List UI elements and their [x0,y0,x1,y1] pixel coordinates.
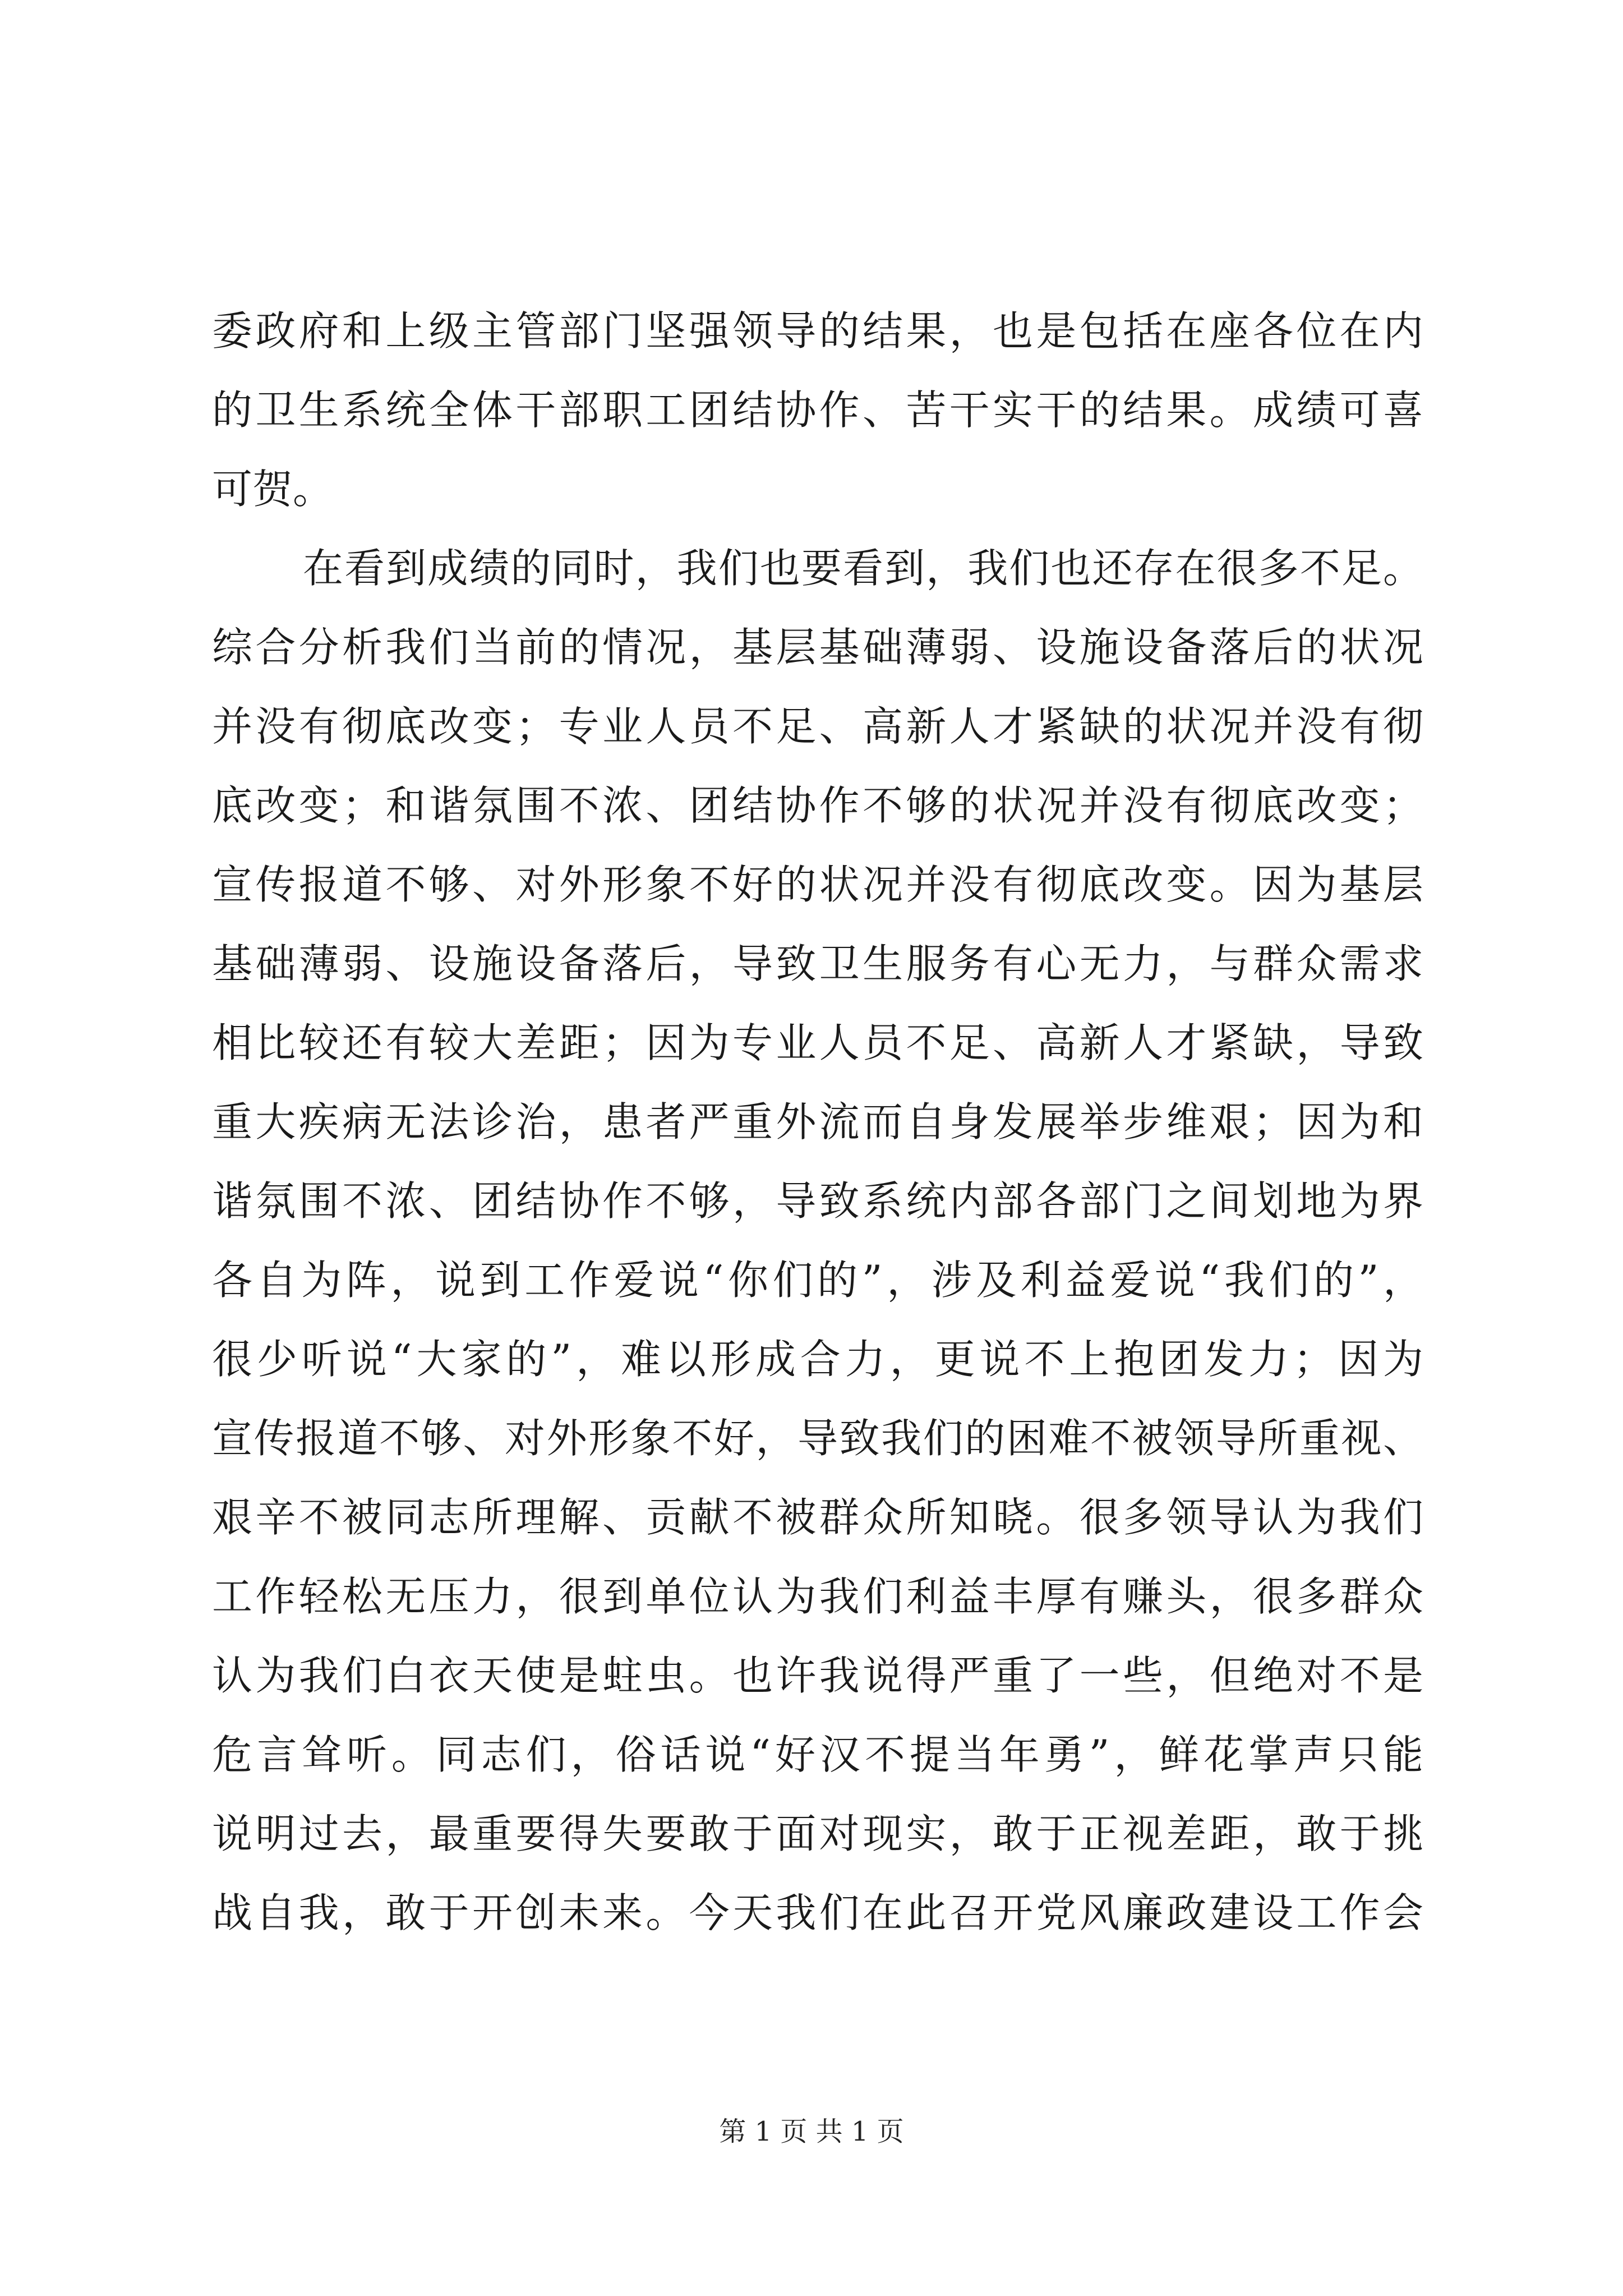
text-line: 在看到成绩的同时，我们也要看到，我们也还存在很多不足。 [303,545,1423,592]
text-line: 工作轻松无压力，很到单位认为我们利益丰厚有赚头，很多群众 [212,1573,1423,1620]
text-line: 宣传报道不够、对外形象不好的状况并没有彻底改变。因为基层 [212,861,1423,908]
text-line: 艰辛不被同志所理解、贡献不被群众所知晓。很多领导认为我们 [212,1494,1423,1541]
text-line: 基础薄弱、设施设备落后，导致卫生服务有心无力，与群众需求 [212,940,1423,987]
text-line: 委政府和上级主管部门坚强领导的结果，也是包括在座各位在内 [212,307,1423,355]
text-line: 综合分析我们当前的情况，基层基础薄弱、设施设备落后的状况 [212,624,1423,671]
page-footer: 第 1 页 共 1 页 [719,2116,904,2147]
text-line: 可贺。 [212,466,334,513]
text-line: 的卫生系统全体干部职工团结协作、苦干实干的结果。成绩可喜 [212,386,1423,434]
text-line: 战自我，敢于开创未来。今天我们在此召开党风廉政建设工作会 [212,1889,1423,1936]
text-line: 并没有彻底改变；专业人员不足、高新人才紧缺的状况并没有彻 [212,703,1423,750]
text-line: 很少听说“大家的”，难以形成合力，更说不上抱团发力；因为 [212,1336,1423,1383]
paragraph-2 [212,529,1423,1953]
text-line: 底改变；和谐氛围不浓、团结协作不够的状况并没有彻底改变； [212,782,1423,829]
text-line: 宣传报道不够、对外形象不好，导致我们的困难不被领导所重视、 [212,1415,1423,1462]
paragraph-1 [212,292,1423,529]
text-line: 各自为阵，说到工作爱说“你们的”，涉及利益爱说“我们的”， [212,1257,1423,1304]
text-line: 相比较还有较大差距；因为专业人员不足、高新人才紧缺，导致 [212,1019,1423,1066]
text-line: 谐氛围不浓、团结协作不够，导致系统内部各部门之间划地为界 [212,1177,1423,1225]
body-text [212,292,1423,1953]
text-line: 危言耸听。同志们，俗话说“好汉不提当年勇”，鲜花掌声只能 [212,1731,1423,1778]
text-line: 重大疾病无法诊治，患者严重外流而自身发展举步维艰；因为和 [212,1098,1423,1145]
text-line: 说明过去，最重要得失要敢于面对现实，敢于正视差距，敢于挑 [212,1810,1423,1857]
text-line: 认为我们白衣天使是蛀虫。也许我说得严重了一些，但绝对不是 [212,1652,1423,1699]
